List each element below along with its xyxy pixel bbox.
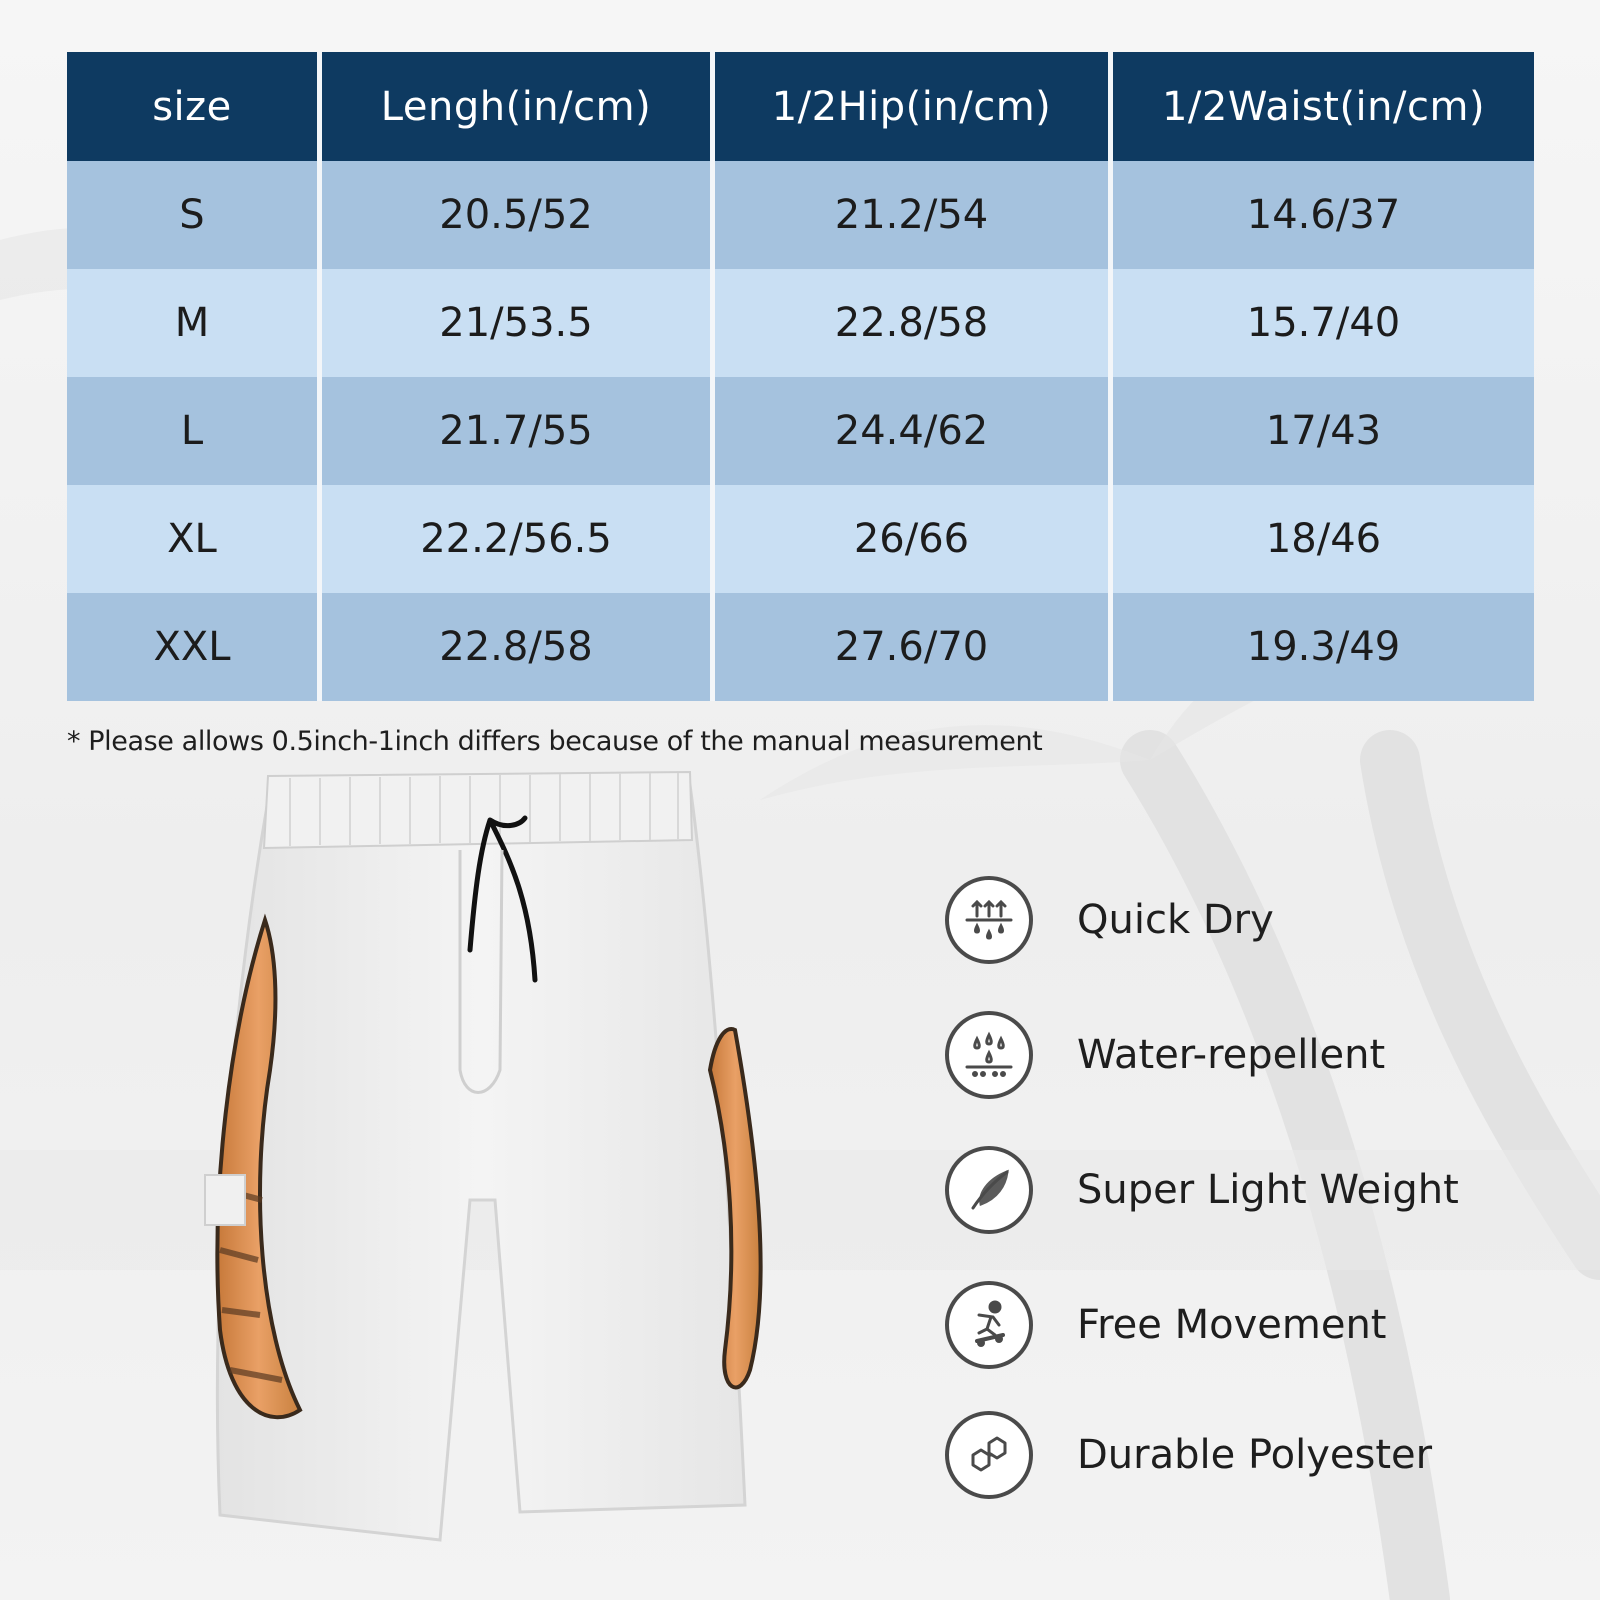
water-repellent-icon bbox=[945, 1011, 1033, 1099]
cell-length: 20.5/52 bbox=[317, 161, 710, 269]
cell-half-hip: 21.2/54 bbox=[710, 161, 1108, 269]
header-half-waist: 1/2Waist(in/cm) bbox=[1108, 52, 1534, 161]
feature-item-free-movement bbox=[945, 1277, 1585, 1373]
feature-item-super-light-weight bbox=[945, 1142, 1585, 1238]
board-shorts-image bbox=[190, 770, 790, 1580]
cell-half-waist: 17/43 bbox=[1108, 377, 1534, 485]
table-header-row bbox=[67, 52, 1534, 161]
measurement-note: * Please allows 0.5inch-1inch differs because of the manual measurement bbox=[67, 726, 1043, 757]
table-row bbox=[67, 377, 1534, 485]
cell-size: XXL bbox=[67, 593, 317, 701]
cell-length: 22.8/58 bbox=[317, 593, 710, 701]
table-row bbox=[67, 269, 1534, 377]
size-chart-table bbox=[67, 52, 1534, 701]
cell-size: L bbox=[67, 377, 317, 485]
feature-label: Free Movement bbox=[1077, 1302, 1387, 1348]
skateboarder-icon bbox=[945, 1281, 1033, 1369]
table-row bbox=[67, 593, 1534, 701]
cell-size: XL bbox=[67, 485, 317, 593]
header-half-hip: 1/2Hip(in/cm) bbox=[710, 52, 1108, 161]
molecule-icon bbox=[945, 1411, 1033, 1499]
cell-half-hip: 27.6/70 bbox=[710, 593, 1108, 701]
cell-half-waist: 14.6/37 bbox=[1108, 161, 1534, 269]
cell-half-hip: 22.8/58 bbox=[710, 269, 1108, 377]
cell-half-waist: 15.7/40 bbox=[1108, 269, 1534, 377]
feature-label: Durable Polyester bbox=[1077, 1432, 1433, 1478]
feature-item-water-repellent bbox=[945, 1007, 1585, 1103]
cell-half-waist: 19.3/49 bbox=[1108, 593, 1534, 701]
header-length: Lengh(in/cm) bbox=[317, 52, 710, 161]
cell-length: 22.2/56.5 bbox=[317, 485, 710, 593]
feature-label: Quick Dry bbox=[1077, 897, 1274, 943]
feature-item-durable-polyester bbox=[945, 1407, 1585, 1503]
quick-dry-icon bbox=[945, 876, 1033, 964]
cell-half-hip: 26/66 bbox=[710, 485, 1108, 593]
feature-item-quick-dry bbox=[945, 872, 1585, 968]
cell-length: 21.7/55 bbox=[317, 377, 710, 485]
cell-half-hip: 24.4/62 bbox=[710, 377, 1108, 485]
cell-size: S bbox=[67, 161, 317, 269]
table-row bbox=[67, 161, 1534, 269]
cell-size: M bbox=[67, 269, 317, 377]
header-size: size bbox=[67, 52, 317, 161]
feature-label: Super Light Weight bbox=[1077, 1167, 1459, 1213]
table-row bbox=[67, 485, 1534, 593]
feature-label: Water-repellent bbox=[1077, 1032, 1386, 1078]
cell-half-waist: 18/46 bbox=[1108, 485, 1534, 593]
feather-icon bbox=[945, 1146, 1033, 1234]
cell-length: 21/53.5 bbox=[317, 269, 710, 377]
